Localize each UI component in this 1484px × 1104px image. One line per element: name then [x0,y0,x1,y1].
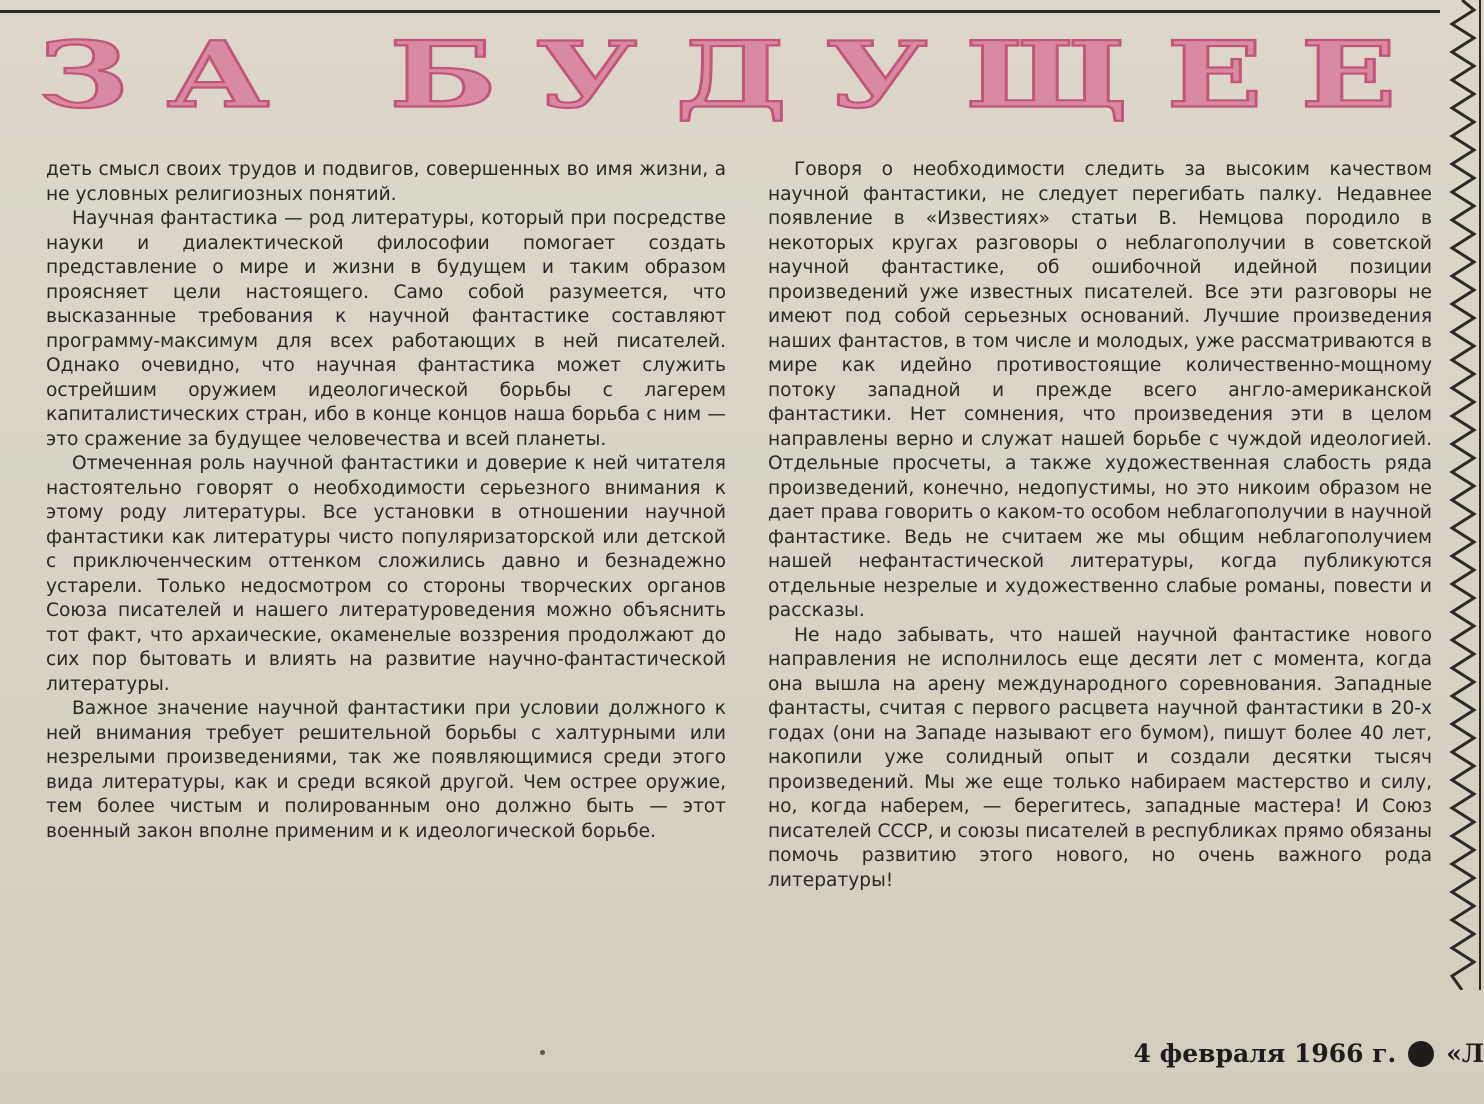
paragraph: Важное значение научной фантастики при условии должного к ней внимания требует решительной борьбы с халтурными или незрелыми произведениями, так же появляющимися среди этого вида литературы, как и среди всякой другой. Чем острее оружие, тем более чистым и полированным оно должно быть — этот военный закон вполне применим и к идеологической борьбе. [46,698,726,842]
newspaper-name-fragment: «Л [1446,1039,1484,1068]
zigzag-border [1440,0,1484,990]
headline: ЗА БУДУЩЕЕ [38,21,1435,129]
paragraph: Говоря о необходимости следить за высоким качеством научной фантастики, не следует перегибать палку. Недавнее появление в «Известиях» статьи В. Немцова породило в некоторых кругах разговоры о неблагополучии в советской научной фантастике, об ошибочной идейной позиции произведений уже известных писателей. Все эти разговоры не имеют под собой серьезных оснований. Лучшие произведения наших фантастов, в том числе и молодых, уже рассматриваются в мире как идейно противостоящие количественно-мощному потоку западной и прежде всего англо-американской фантастики. Нет сомнения, что произведения эти в целом направлены верно и служат нашей борьбе с чуждой идеологией. Отдельные просчеты, а также художественная слабость ряда произведений, конечно, недопустимы, но это никоим образом не дает права говорить о каком-то особом неблагополучии в научной фантастике. Ведь не считаем же мы общим неблагополучием нашей нефантастической литературы, когда публикуются отдельные незрелые и художественно слабые романы, повести и рассказы. [768,159,1432,621]
issue-date: 4 февраля 1966 г. [1133,1039,1397,1068]
paragraph: деть смысл своих трудов и подвигов, совершенных во имя жизни, а не условных религиозных понятий. [46,159,726,205]
ink-speck [540,1050,545,1055]
article-column-left [46,158,726,844]
paragraph: Не надо забывать, что нашей научной фантастике нового направления не исполнилось еще десяти лет с момента, когда она вышла на арену международного соревнования. Западные фантасты, считая с первого расцвета научной фантастики в 20-х годах (они на Западе называют его бумом), пишут более 40 лет, накопили уже солидный опыт и создали десятки тысяч произведений. Мы же еще только набираем мастерство и силу, но, когда наберем, — берегитесь, западные мастера! И Союз писателей СССР, и союзы писателей в республиках прямо обязаны помочь развитию этого нового, но очень важного рода литературы! [768,624,1432,891]
article-column-right [768,158,1432,893]
paragraph: Отмеченная роль научной фантастики и доверие к ней читателя настоятельно говорят о необходимости серьезного внимания к этому роду литературы. Все установки в отношении научной фантастики как литературы чисто популяризаторской или детской с приключенческим оттенком сложились давно и безнадежно устарели. Только недосмотром со стороны творческих органов Союза писателей и нашего литературоведения можно объяснить тот факт, что архаические, окаменелые воззрения продолжают до сих пор бытовать и влиять на развитие научно-фантастической литературы. [46,453,726,695]
paragraph: Научная фантастика — род литературы, который при посредстве науки и диалектической философии помогает создать представление о мире и жизни в будущем и таким образом проясняет цели настоящего. Само собой разумеется, что высказанные требования к научной фантастике составляют программу-максимум для всех работающих в ней писателей. Однако очевидно, что научная фантастика может служить острейшим оружием идеологической борьбы с лагерем капиталистических стран, ибо в конце концов наша борьба с ним — это сражение за будущее человечества и всей планеты. [46,208,726,450]
top-rule [0,10,1440,13]
issue-date-line [1134,1036,1484,1072]
bullet-dot-icon [1408,1041,1434,1067]
